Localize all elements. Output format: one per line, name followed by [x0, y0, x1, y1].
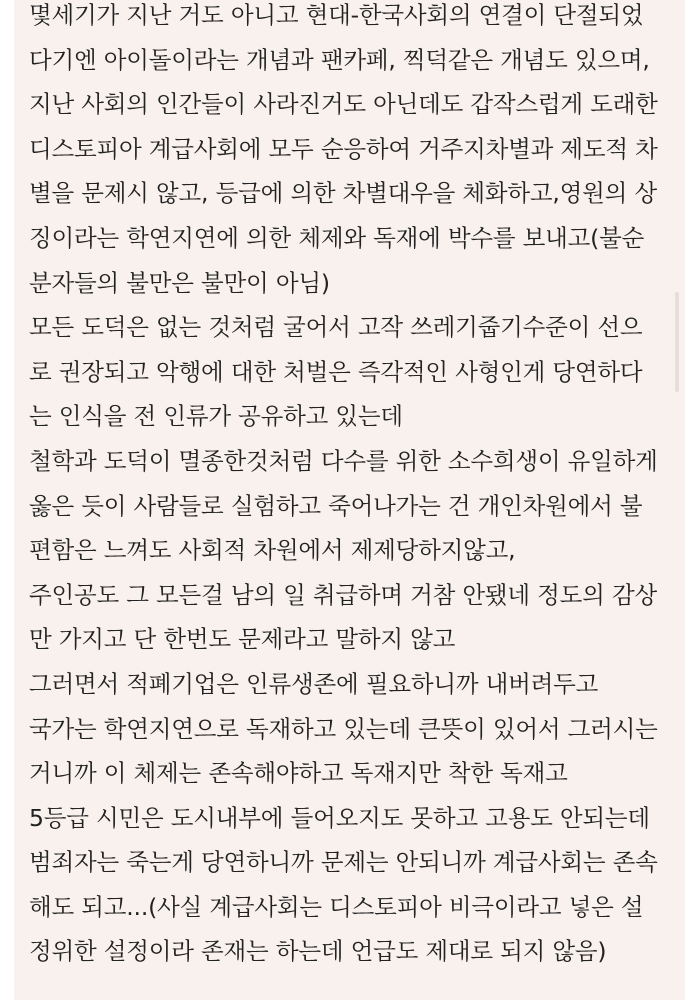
text-line: 모든 도덕은 없는 것처럼 굴어서 고작 쓰레기줍기수준이 선으 [29, 313, 643, 342]
text-line: 별을 문제시 않고, 등급에 의한 차별대우을 체화하고,영원의 상 [29, 179, 657, 208]
text-line: 범죄자는 죽는게 당연하니까 문제는 안되니까 계급사회는 존속 [29, 848, 658, 877]
text-line: 국가는 학연지연으로 독재하고 있는데 큰뜻이 있어서 그러시는 [29, 714, 658, 743]
text-line: 거니까 이 체제는 존속해야하고 독재지만 착한 독재고 [29, 759, 568, 788]
post-body [14, 0, 685, 1000]
text-line: 로 권장되고 악행에 대한 처벌은 즉각적인 사형인게 당연하다 [29, 357, 643, 386]
text-line: 편함은 느껴도 사회적 차원에서 제제당하지않고, [29, 536, 516, 565]
post-text [29, 0, 681, 974]
text-line: 만 가지고 단 한번도 문제라고 말하지 않고 [29, 625, 456, 654]
text-line: 다기엔 아이돌이라는 개념과 팬카페, 찍덕같은 개념도 있으며, [29, 45, 650, 74]
text-line: 는 인식을 전 인류가 공유하고 있는데 [29, 402, 403, 431]
text-line: 몇세기가 지난 거도 아니고 현대-한국사회의 연결이 단절되었 [29, 1, 644, 29]
text-line: 5등급 시민은 도시내부에 들어오지도 못하고 고용도 안되는데 [29, 803, 650, 832]
text-line: 지난 사회의 인간들이 사라진거도 아닌데도 갑작스럽게 도래한 [29, 90, 658, 119]
text-line: 그러면서 적폐기업은 인류생존에 필요하니까 내버려두고 [29, 669, 599, 698]
scrollbar[interactable] [675, 292, 679, 392]
text-line: 철학과 도덕이 멸종한것처럼 다수를 위한 소수희생이 유일하게 [29, 446, 658, 475]
text-line: 주인공도 그 모든걸 남의 일 취급하며 거참 안됐네 정도의 감상 [29, 580, 657, 609]
text-line: 해도 되고...(사실 계급사회는 디스토피아 비극이라고 넣은 설 [29, 892, 644, 921]
text-line: 징이라는 학연지연에 의한 체제와 독재에 박수를 보내고(불순 [29, 223, 645, 252]
text-line: 디스토피아 계급사회에 모두 순응하여 거주지차별과 제도적 차 [29, 134, 658, 163]
text-line: 옳은 듯이 사람들로 실험하고 죽어나가는 건 개인차원에서 불 [29, 491, 643, 520]
text-line: 정위한 설정이라 존재는 하는데 언급도 제대로 되지 않음) [29, 937, 607, 966]
text-line: 분자들의 불만은 불만이 아님) [29, 268, 330, 297]
